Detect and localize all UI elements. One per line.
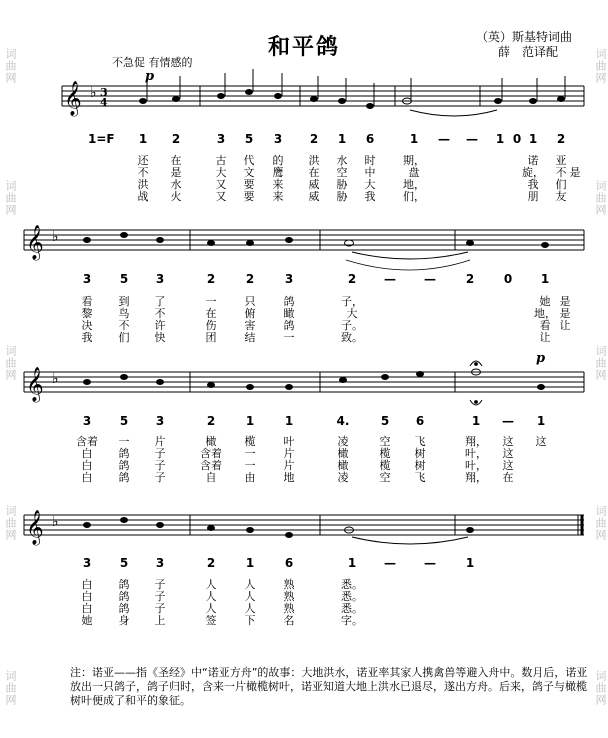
jianpu-note: 1	[245, 556, 255, 570]
lyric-syllable: 旋，	[522, 166, 544, 179]
lyric-syllable: 榄	[244, 435, 256, 448]
lyric-syllable: 子	[154, 602, 166, 615]
lyric-syllable: 我	[81, 331, 93, 344]
lyric-syllable: 空	[336, 166, 348, 179]
lyric-syllable: 大	[215, 166, 227, 179]
lyric-syllable: 要	[243, 190, 255, 203]
treble-clef-2: 𝄞	[26, 225, 44, 260]
jianpu-note: 3	[155, 272, 165, 286]
lyric-syllable: 让	[559, 319, 571, 332]
lyric-syllable: 人	[205, 578, 217, 591]
lyric-syllable: 不	[555, 166, 567, 179]
watermark-left-3: 词曲网	[4, 345, 17, 381]
jianpu-note: 1	[337, 132, 347, 146]
jianpu-note: 2	[206, 272, 216, 286]
lyric-syllable: 子	[154, 578, 166, 591]
watermark-right-2: 词曲网	[594, 180, 607, 216]
lyric-syllable: 友	[555, 190, 567, 203]
lyric-syllable: 凌	[337, 471, 349, 484]
lyric-syllable: 威	[308, 190, 320, 203]
watermark-left-4: 词曲网	[4, 505, 17, 541]
lyric-syllable: 鸽	[283, 319, 295, 332]
lyric-syllable: 这	[502, 459, 514, 472]
jianpu-note: 2	[206, 556, 216, 570]
lyric-syllable: 鸽	[118, 447, 130, 460]
jianpu-note: 5	[119, 414, 129, 428]
key-label: 1=F	[88, 132, 115, 146]
watermark-left-2: 词曲网	[4, 180, 17, 216]
watermark-left-5: 词曲网	[4, 670, 17, 706]
lyric-syllable: 朋	[527, 190, 539, 203]
lyric-syllable: 鸽	[118, 471, 130, 484]
lyric-syllable: 水	[336, 154, 348, 167]
jianpu-note: 1	[409, 132, 419, 146]
jianpu-note: 1	[536, 414, 546, 428]
jianpu-note: 4.	[336, 414, 350, 428]
lyric-syllable: 在	[205, 307, 217, 320]
jianpu-note: 1	[540, 272, 550, 286]
jianpu-note: 3	[284, 272, 294, 286]
jianpu-note: —	[424, 272, 436, 286]
lyric-syllable: 团	[205, 331, 217, 344]
lyric-syllable: 在	[502, 471, 514, 484]
lyric-syllable: 许	[154, 319, 166, 332]
lyric-syllable: 由	[244, 471, 256, 484]
lyric-syllable: 快	[154, 331, 166, 344]
jianpu-note: 0	[512, 132, 522, 146]
treble-clef-4: 𝄞	[26, 510, 44, 545]
lyric-syllable: 子	[154, 471, 166, 484]
svg-text:♭: ♭	[52, 371, 59, 387]
lyric-syllable: 白	[81, 590, 93, 603]
jianpu-note: —	[438, 132, 450, 146]
lyric-syllable: 还	[137, 154, 149, 167]
lyric-syllable: 橄	[337, 459, 349, 472]
lyric-syllable: 一	[118, 435, 130, 448]
lyric-syllable: 悉。	[341, 578, 363, 591]
lyric-syllable: 来	[272, 178, 284, 191]
lyric-syllable: 洪	[308, 154, 320, 167]
lyric-syllable: 白	[81, 578, 93, 591]
jianpu-note: 3	[216, 132, 226, 146]
jianpu-note: 0	[503, 272, 513, 286]
jianpu-note: 1	[347, 556, 357, 570]
lyric-syllable: 榄	[379, 447, 391, 460]
jianpu-note: 2	[309, 132, 319, 146]
jianpu-note: 2	[465, 272, 475, 286]
lyric-syllable: 榄	[379, 459, 391, 472]
lyric-syllable: 让	[539, 331, 551, 344]
lyric-syllable: 黎	[81, 307, 93, 320]
lyric-syllable: 亚	[555, 154, 567, 167]
watermark-right-3: 词曲网	[594, 345, 607, 381]
lyric-syllable: 人	[244, 578, 256, 591]
lyric-syllable: 威	[308, 178, 320, 191]
staff-system-2	[24, 230, 584, 250]
lyric-syllable: 是	[559, 295, 571, 308]
lyric-syllable: 了	[154, 295, 166, 308]
lyric-syllable: 害	[244, 319, 256, 332]
jianpu-note: 1	[138, 132, 148, 146]
lyric-syllable: 看	[81, 295, 93, 308]
lyric-syllable: 是	[569, 166, 581, 179]
lyric-syllable: 人	[205, 602, 217, 615]
jianpu-note: 3	[273, 132, 283, 146]
lyric-syllable: 鸟	[118, 307, 130, 320]
lyric-syllable: 一	[205, 295, 217, 308]
svg-text:3: 3	[100, 86, 108, 99]
jianpu-note: —	[466, 132, 478, 146]
lyric-syllable: 时	[364, 154, 376, 167]
lyric-syllable: 俯	[244, 307, 256, 320]
composer-line-1: （英）斯基特词曲	[476, 30, 573, 44]
lyric-syllable: 片	[283, 447, 295, 460]
lyric-syllable: 橄	[205, 435, 217, 448]
lyric-syllable: 这	[502, 447, 514, 460]
lyric-syllable: 瞰	[283, 307, 295, 320]
lyric-syllable: 签	[205, 614, 217, 627]
lyric-syllable: 下	[244, 614, 256, 627]
lyric-syllable: 我	[527, 178, 539, 191]
lyric-syllable: 橄	[337, 447, 349, 460]
lyric-syllable: 翔，	[465, 471, 487, 484]
song-title: 和平鸽	[267, 35, 340, 60]
lyric-syllable: 熟	[283, 590, 295, 603]
jianpu-note: 3	[82, 556, 92, 570]
lyric-syllable: 在	[308, 166, 320, 179]
jianpu-note: 1	[528, 132, 538, 146]
lyric-syllable: 白	[81, 447, 93, 460]
lyric-syllable: 战	[137, 190, 149, 203]
lyric-syllable: 伤	[205, 319, 217, 332]
lyric-syllable: 地，	[534, 307, 556, 320]
lyric-syllable: 又	[215, 178, 227, 191]
jianpu-note: 6	[365, 132, 375, 146]
watermark-left-1: 词曲网	[4, 48, 17, 84]
jianpu-note: 6	[415, 414, 425, 428]
lyric-syllable: 不	[154, 307, 166, 320]
staff-system-4	[24, 515, 584, 535]
lyric-syllable: 又	[215, 190, 227, 203]
lyric-syllable: 子。	[341, 319, 363, 332]
lyric-syllable: 熟	[283, 602, 295, 615]
lyric-syllable: 火	[170, 190, 182, 203]
lyric-syllable: 含着	[200, 459, 222, 472]
lyric-syllable: 叶	[283, 435, 295, 448]
lyric-syllable: 致。	[341, 331, 363, 344]
lyric-syllable: 悉。	[341, 590, 363, 603]
footnote: 注：诺亚——指《圣经》中“诺亚方舟”的故事：大地洪水，诺亚率其家人携禽兽等避入舟中。数月后，诺亚放出一只鸽子，鸽子归时，含来一片橄榄树叶，诺亚知道大地上洪水已退尽，遂出方舟。后来，鸽子与橄榄树叶便成了和平的象征。	[70, 666, 588, 707]
lyric-syllable: 看	[539, 319, 551, 332]
lyric-syllable: 凌	[337, 435, 349, 448]
lyric-syllable: 决	[81, 319, 93, 332]
jianpu-note: —	[384, 272, 396, 286]
composer-line-2: 薛 范译配	[498, 45, 559, 59]
jianpu-note: 5	[119, 272, 129, 286]
lyric-syllable: 白	[81, 459, 93, 472]
lyric-syllable: 含着	[76, 435, 98, 448]
lyric-syllable: 含着	[200, 447, 222, 460]
lyric-syllable: 洪	[137, 178, 149, 191]
jianpu-note: 2	[245, 272, 255, 286]
lyric-syllable: 这	[535, 435, 547, 448]
lyric-syllable: 熟	[283, 578, 295, 591]
jianpu-note: 1	[495, 132, 505, 146]
lyric-syllable: 人	[244, 590, 256, 603]
lyric-syllable: 树	[414, 459, 426, 472]
lyric-syllable: 水	[170, 178, 182, 191]
lyric-syllable: 诺	[527, 154, 539, 167]
lyric-syllable: 片	[283, 459, 295, 472]
lyric-syllable: 子，	[341, 295, 363, 308]
jianpu-note: 2	[556, 132, 566, 146]
treble-clef-1: 𝄞	[64, 81, 82, 116]
lyric-syllable: 飞	[414, 471, 426, 484]
jianpu-note: 1	[471, 414, 481, 428]
lyric-syllable: 叶，	[465, 447, 487, 460]
jianpu-note: 5	[244, 132, 254, 146]
jianpu-note: 1	[245, 414, 255, 428]
lyric-syllable: 她	[81, 614, 93, 627]
lyric-syllable: 地，	[403, 178, 425, 191]
lyric-syllable: 白	[81, 602, 93, 615]
lyric-syllable: 胁	[336, 190, 348, 203]
lyric-syllable: 鸽	[118, 590, 130, 603]
lyric-syllable: 这	[502, 435, 514, 448]
lyric-syllable: 鸽	[118, 602, 130, 615]
lyric-syllable: 片	[154, 435, 166, 448]
dynamic-p-1: p	[145, 69, 155, 84]
lyric-syllable: 她	[539, 295, 551, 308]
lyric-syllable: 在	[170, 154, 182, 167]
lyric-syllable: 鸽	[283, 295, 295, 308]
lyric-syllable: 文	[243, 166, 255, 179]
lyric-syllable: 一	[244, 447, 256, 460]
jianpu-note: 6	[284, 556, 294, 570]
svg-text:♭: ♭	[52, 229, 59, 245]
lyric-syllable: 人	[244, 602, 256, 615]
watermark-right-4: 词曲网	[594, 505, 607, 541]
lyric-syllable: 们	[555, 178, 567, 191]
lyric-syllable: 自	[205, 471, 217, 484]
lyric-syllable: 到	[118, 295, 130, 308]
lyric-syllable: 子	[154, 590, 166, 603]
watermark-right-1: 词曲网	[594, 48, 607, 84]
svg-text:4: 4	[100, 96, 108, 109]
lyric-syllable: 代	[243, 154, 255, 167]
lyric-syllable: 鸽	[118, 578, 130, 591]
jianpu-note: 5	[380, 414, 390, 428]
lyric-syllable: 子	[154, 447, 166, 460]
jianpu-note: 3	[82, 272, 92, 286]
lyric-syllable: 大	[346, 307, 358, 320]
jianpu-note: 5	[119, 556, 129, 570]
lyric-syllable: 悉。	[341, 602, 363, 615]
jianpu-note: —	[502, 414, 514, 428]
lyric-syllable: 飞	[414, 435, 426, 448]
lyric-syllable: 大	[364, 178, 376, 191]
jianpu-note: 3	[155, 556, 165, 570]
lyric-syllable: 空	[379, 435, 391, 448]
lyric-syllable: 们，	[403, 190, 425, 203]
lyric-syllable: 是	[170, 166, 182, 179]
lyric-syllable: 人	[205, 590, 217, 603]
lyric-syllable: 不	[137, 166, 149, 179]
jianpu-note: 1	[465, 556, 475, 570]
jianpu-note: —	[384, 556, 396, 570]
lyric-syllable: 一	[244, 459, 256, 472]
lyric-syllable: 鸽	[118, 459, 130, 472]
lyric-syllable: 翔，	[465, 435, 487, 448]
lyric-syllable: 的	[272, 154, 284, 167]
jianpu-note: 2	[206, 414, 216, 428]
jianpu-note: 1	[284, 414, 294, 428]
lyric-syllable: 结	[244, 331, 256, 344]
lyric-syllable: 是	[559, 307, 571, 320]
lyric-syllable: 身	[118, 614, 130, 627]
lyric-syllable: 期，	[403, 154, 425, 167]
lyric-syllable: 中	[364, 166, 376, 179]
lyric-syllable: 名	[283, 614, 295, 627]
lyric-syllable: 胁	[336, 178, 348, 191]
jianpu-note: 2	[347, 272, 357, 286]
lyric-syllable: 古	[215, 154, 227, 167]
flat-sign-1: ♭	[90, 85, 97, 101]
lyric-syllable: 要	[243, 178, 255, 191]
lyric-syllable: 不	[118, 319, 130, 332]
lyric-syllable: 上	[154, 614, 166, 627]
jianpu-note: —	[424, 556, 436, 570]
lyric-syllable: 白	[81, 471, 93, 484]
lyric-syllable: 来	[272, 190, 284, 203]
lyric-syllable: 空	[379, 471, 391, 484]
lyric-syllable: 子	[154, 459, 166, 472]
lyric-syllable: 只	[244, 295, 256, 308]
lyric-syllable: 盘	[408, 166, 420, 179]
lyric-syllable: 我	[364, 190, 376, 203]
watermark-right-5: 词曲网	[594, 670, 607, 706]
lyric-syllable: 字。	[341, 614, 363, 627]
staff-system-3	[24, 372, 584, 392]
lyric-syllable: 叶，	[465, 459, 487, 472]
tempo-marking: 不急促 有情感的	[112, 56, 193, 69]
dynamic-p-2: p	[536, 351, 546, 366]
svg-text:♭: ♭	[52, 514, 59, 530]
lyric-syllable: 一	[283, 331, 295, 344]
treble-clef-3: 𝄞	[26, 367, 44, 402]
jianpu-note: 3	[82, 414, 92, 428]
jianpu-note: 2	[171, 132, 181, 146]
lyric-syllable: 地	[283, 471, 295, 484]
jianpu-note: 3	[155, 414, 165, 428]
lyric-syllable: 树	[414, 447, 426, 460]
lyric-syllable: 们	[118, 331, 130, 344]
lyric-syllable: 鹰	[272, 166, 284, 179]
